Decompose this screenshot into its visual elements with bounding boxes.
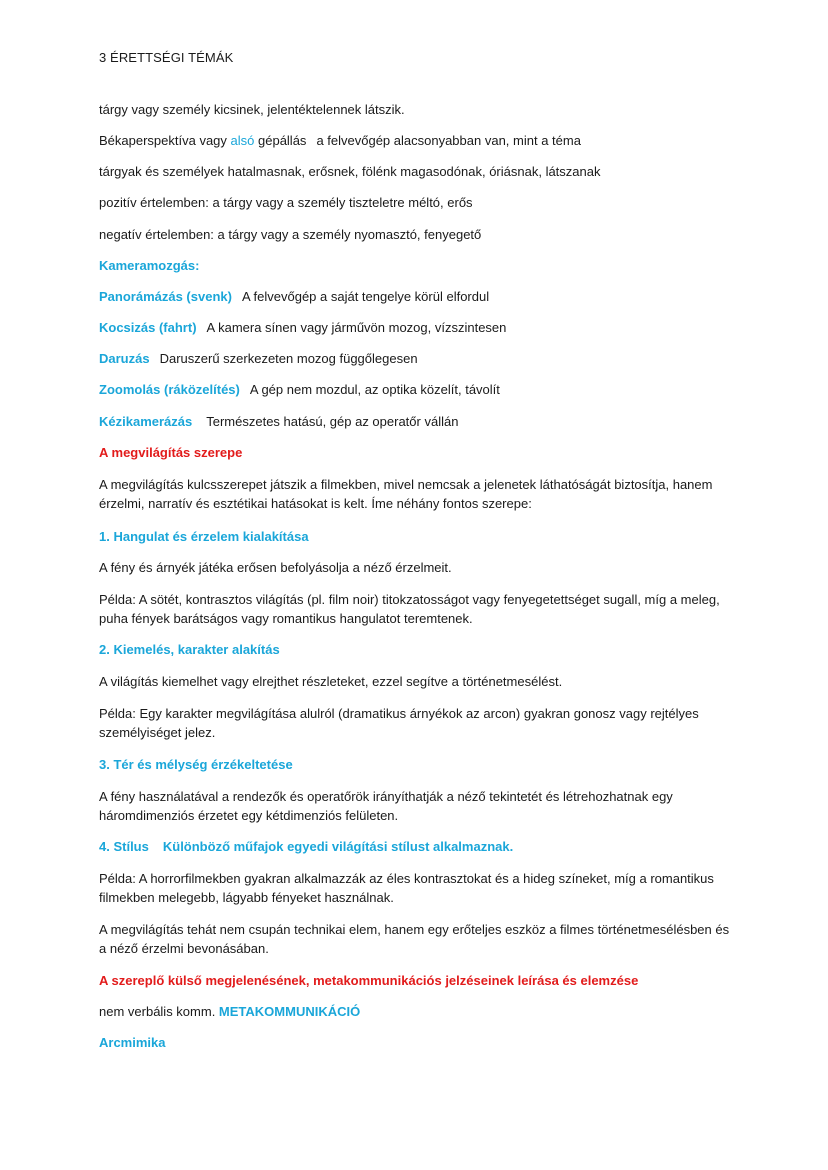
term-line — [99, 413, 739, 431]
term: Panorámázás (svenk) — [99, 289, 232, 304]
section-heading: Kameramozgás: — [99, 258, 200, 273]
subheading-text: Különböző műfajok egyedi világítási stílust alkalmaznak. — [162, 839, 514, 854]
subheading: 3. Tér és mélység érzékeltetése — [99, 757, 293, 772]
text-line: tárgy vagy személy kicsinek, jelentéktelennek látszik. — [99, 102, 405, 117]
text-line: tárgyak és személyek hatalmasnak, erősnek, fölénk magasodónak, óriásnak, látszanak — [99, 164, 601, 179]
section-heading: A megvilágítás szerepe — [99, 445, 243, 460]
term: Kézikamerázás — [99, 414, 193, 429]
text-line: pozitív értelemben: a tárgy vagy a személy tiszteletre méltó, erős — [99, 195, 473, 210]
paragraph: A fény és árnyék játéka erősen befolyásolja a néző érzelmeit. — [99, 560, 452, 575]
subheading: Arcmimika — [99, 1035, 166, 1050]
page-header: 3 ÉRETTSÉGI TÉMÁK — [99, 50, 234, 65]
term-definition: A gép nem mozdul, az optika közelít, távolít — [249, 382, 500, 397]
highlight-term: METAKOMMUNIKÁCIÓ — [218, 1004, 361, 1019]
paragraph: Példa: A horrorfilmekben gyakran alkalmazzák az éles kontrasztokat és a hideg színeket, míg a romantikus filmekben melegebb, lágyabb fényeket használnak. — [99, 871, 714, 905]
term-line — [99, 288, 739, 306]
subheading: 1. Hangulat és érzelem kialakítása — [99, 529, 309, 544]
text-segment: a felvevőgép alacsonyabban van, mint a téma — [316, 133, 581, 148]
term-definition: Természetes hatású, gép az operatőr vállán — [206, 414, 459, 429]
paragraph: A megvilágítás kulcsszerepet játszik a filmekben, mivel nemcsak a jelenetek láthatóságát biztosítja, hanem érzelmi, narratív és esztétikai hatásokat is kelt. Íme néhány fontos szerepe: — [99, 477, 713, 511]
highlight-word: alsó — [230, 133, 255, 148]
subheading: 2. Kiemelés, karakter alakítás — [99, 642, 280, 657]
term: Kocsizás (fahrt) — [99, 320, 197, 335]
paragraph: A világítás kiemelhet vagy elrejthet részleteket, ezzel segítve a történetmesélést. — [99, 674, 563, 689]
text-segment: Békaperspektíva vagy — [99, 133, 231, 148]
text-segment: nem verbális komm. — [99, 1004, 219, 1019]
paragraph: A fény használatával a rendezők és operatőrök irányíthatják a néző tekintetét és létrehozhatnak egy háromdimenziós érzetet egy kétdimenziós felületen. — [99, 789, 673, 823]
term-line — [99, 381, 739, 399]
text-line — [99, 132, 739, 150]
text-line: negatív értelemben: a tárgy vagy a személy nyomasztó, fenyegető — [99, 227, 482, 242]
paragraph: Példa: Egy karakter megvilágítása alulról (dramatikus árnyékok az arcon) gyakran gonosz vagy rejtélyes személyiséget jelez. — [99, 706, 699, 740]
paragraph: Példa: A sötét, kontrasztos világítás (pl. film noir) titokzatosságot vagy fenyegetettséget sugall, míg a meleg, puha fények barátságos vagy romantikus hangulatot teremtenek. — [99, 592, 720, 626]
paragraph: A megvilágítás tehát nem csupán technikai elem, hanem egy erőteljes eszköz a filmes történetmesélésben és a néző érzelmi bevonásában. — [99, 922, 730, 956]
text-line — [99, 1003, 739, 1021]
term: Daruzás — [99, 351, 150, 366]
term-line — [99, 350, 739, 368]
section-heading: A szereplő külső megjelenésének, metakommunikációs jelzéseinek leírása és elemzése — [99, 973, 639, 988]
term: Zoomolás (ráközelítés) — [99, 382, 240, 397]
term-definition: A kamera sínen vagy járművön mozog, vízszintesen — [206, 320, 507, 335]
term-line — [99, 319, 739, 337]
term-definition: A felvevőgép a saját tengelye körül elfordul — [241, 289, 490, 304]
term-definition: Daruszerű szerkezeten mozog függőlegesen — [159, 351, 418, 366]
subheading-number: 4. Stílus — [99, 839, 149, 854]
subheading — [99, 838, 739, 856]
text-segment: gépállás — [254, 133, 307, 148]
